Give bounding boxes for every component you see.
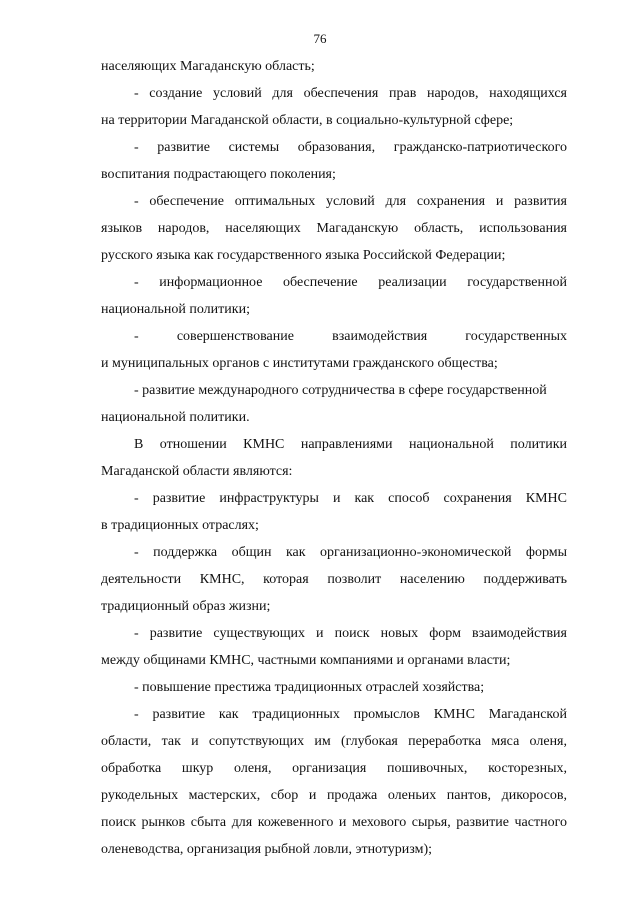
- text-line: - совершенствование взаимодействия государственных: [134, 329, 567, 344]
- text-line: населяющих Магаданскую область;: [101, 59, 315, 74]
- text-line: и муниципальных органов с институтами гражданского общества;: [101, 356, 498, 371]
- page-number: 76: [313, 31, 327, 46]
- text-line: области, так и сопутствующих им (глубокая переработка мяса оленя,: [101, 734, 567, 749]
- text-line: рукодельных мастерских, сбор и продажа оленьих пантов, дикоросов,: [101, 788, 567, 803]
- text-line: в традиционных отраслях;: [101, 518, 259, 533]
- text-line: Магаданской области являются:: [101, 464, 293, 479]
- text-line: русского языка как государственного языка Российской Федерации;: [101, 248, 506, 263]
- text-line: - создание условий для обеспечения прав народов, находящихся: [134, 86, 567, 101]
- document-body: [101, 53, 567, 863]
- text-line: - развитие существующих и поиск новых форм взаимодействия: [134, 626, 567, 641]
- text-line: языков народов, населяющих Магаданскую область, использования: [101, 221, 567, 236]
- text-line: поиск рынков сбыта для кожевенного и мехового сырья, развитие частного: [101, 815, 567, 830]
- text-line: национальной политики.: [101, 410, 250, 425]
- text-line: - развитие международного сотрудничества в сфере государственной: [134, 383, 547, 398]
- text-line: между общинами КМНС, частными компаниями и органами власти;: [101, 653, 511, 668]
- text-line: национальной политики;: [101, 302, 250, 317]
- text-line: - поддержка общин как организационно-экономической формы: [134, 545, 567, 560]
- text-line: В отношении КМНС направлениями национальной политики: [134, 437, 567, 452]
- text-line: оленеводства, организация рыбной ловли, этнотуризм);: [101, 842, 433, 857]
- text-line: - развитие системы образования, гражданско-патриотического: [134, 140, 567, 155]
- text-line: - обеспечение оптимальных условий для сохранения и развития: [134, 194, 567, 209]
- text-line: деятельности КМНС, которая позволит населению поддерживать: [101, 572, 567, 587]
- text-line: обработка шкур оленя, организация пошивочных, косторезных,: [101, 761, 567, 776]
- text-line: традиционный образ жизни;: [101, 599, 271, 614]
- text-line: - развитие как традиционных промыслов КМНС Магаданской: [134, 707, 567, 722]
- text-line: на территории Магаданской области, в социально-культурной сфере;: [101, 113, 514, 128]
- text-line: воспитания подрастающего поколения;: [101, 167, 336, 182]
- text-line: - повышение престижа традиционных отраслей хозяйства;: [134, 680, 485, 695]
- text-line: - информационное обеспечение реализации государственной: [134, 275, 567, 290]
- text-line: - развитие инфраструктуры и как способ сохранения КМНС: [134, 491, 567, 506]
